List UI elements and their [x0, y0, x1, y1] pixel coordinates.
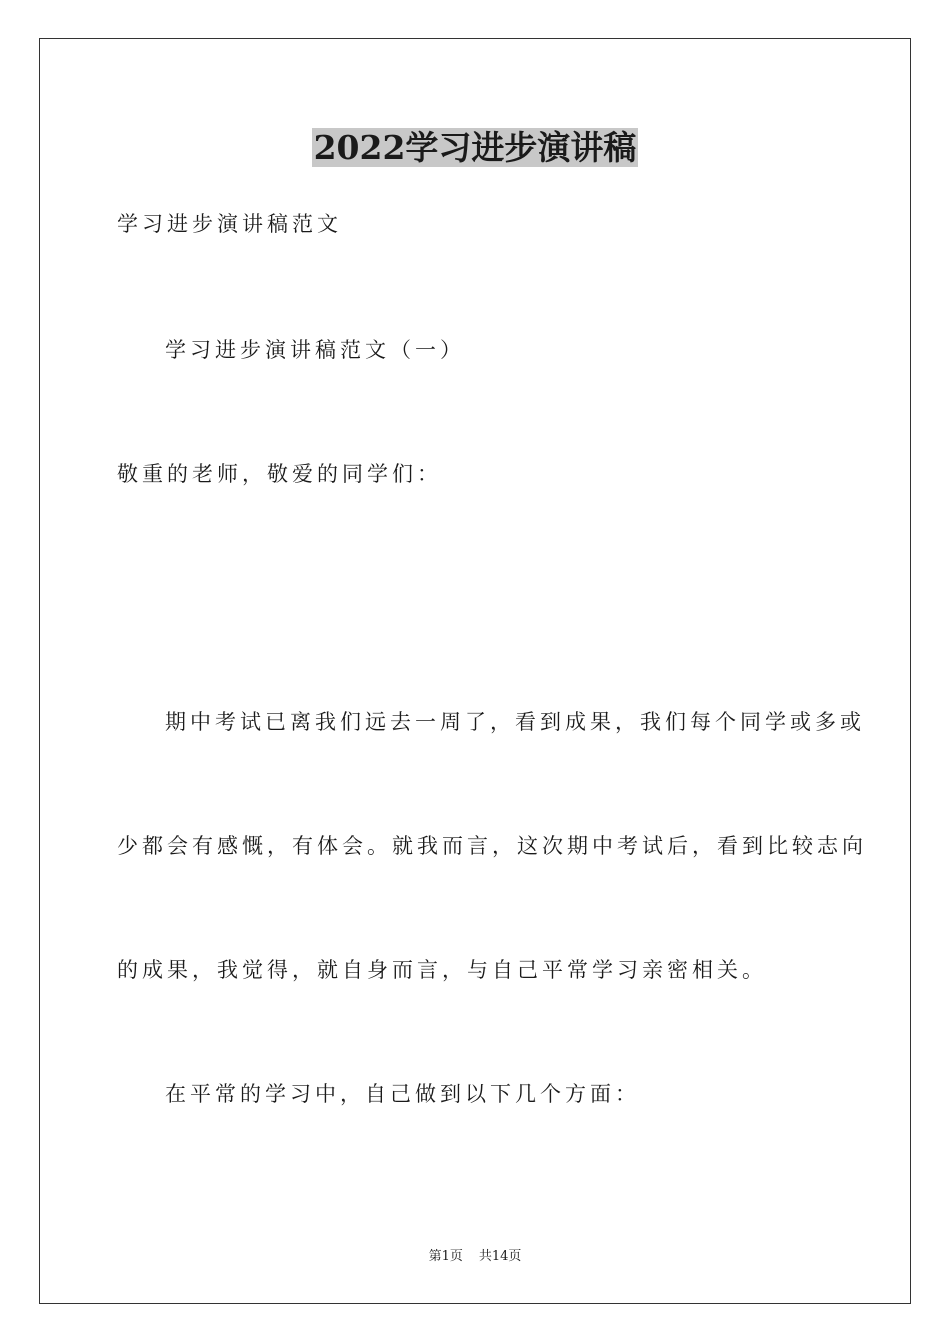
page-total: 共14页 [478, 1249, 522, 1264]
page-footer [0, 1248, 950, 1266]
page-number: 第1页 [428, 1249, 463, 1264]
paragraph-line: 在平常的学习中，自己做到以下几个方面： [165, 1082, 640, 1106]
subtitle-line: 学习进步演讲稿范文 [117, 212, 342, 236]
paragraph-line: 少都会有感慨，有体会。就我而言，这次期中考试后，看到比较志向 [117, 834, 867, 858]
document-title-text: 2022学习进步演讲稿 [313, 128, 637, 167]
paragraph-line: 期中考试已离我们远去一周了，看到成果，我们每个同学或多或 [165, 710, 865, 734]
salutation-line: 敬重的老师，敬爱的同学们： [117, 462, 442, 486]
section-heading: 学习进步演讲稿范文（一） [165, 338, 465, 362]
paragraph-line: 的成果，我觉得，就自身而言，与自己平常学习亲密相关。 [117, 958, 767, 982]
document-title [0, 126, 950, 170]
